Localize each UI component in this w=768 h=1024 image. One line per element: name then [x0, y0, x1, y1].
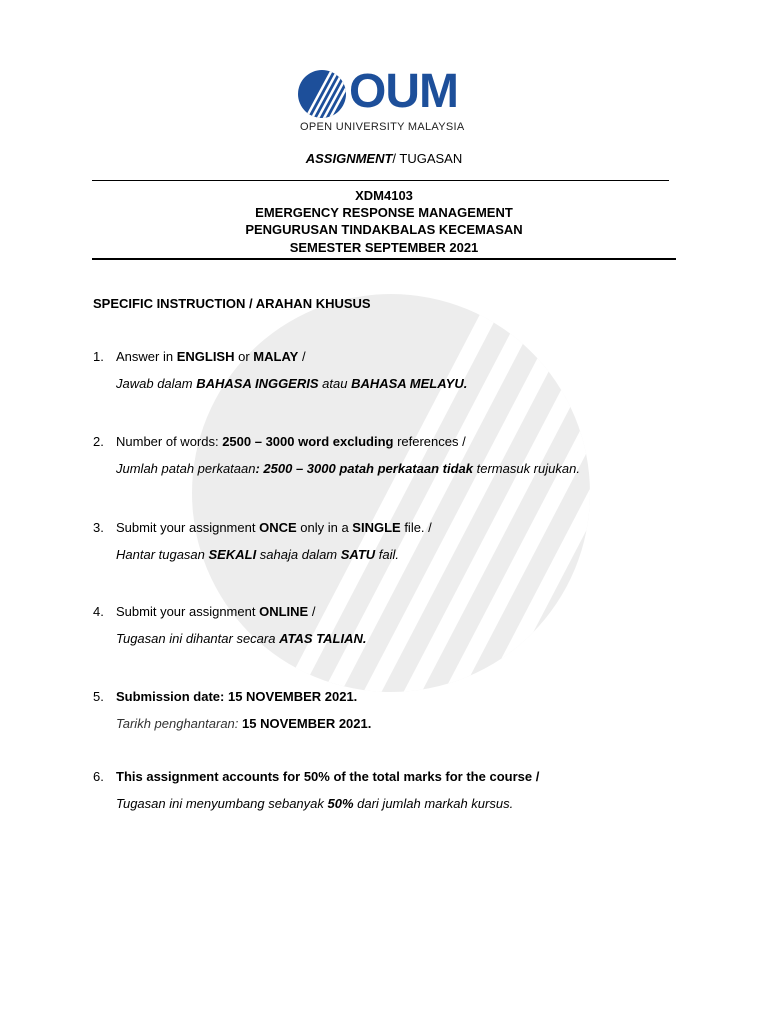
instruction-item: 5. Submission date: 15 NOVEMBER 2021. Tarikh penghantaran: 15 NOVEMBER 2021. — [93, 689, 372, 731]
instruction-translation: Jumlah patah perkataan: 2500 – 3000 patah perkataan tidak termasuk rujukan. — [116, 461, 580, 476]
instruction-item: 2. Number of words: 2500 – 3000 word excluding references / Jumlah patah perkataan: 2500 – 3000 patah perkataan tidak termasuk rujukan. — [93, 434, 580, 476]
instruction-translation: Jawab dalam BAHASA INGGERIS atau BAHASA MELAYU. — [116, 376, 468, 391]
bottom-divider — [92, 258, 676, 260]
instruction-translation: Tugasan ini menyumbang sebanyak 50% dari jumlah markah kursus. — [116, 796, 514, 811]
instruction-translation: Hantar tugasan SEKALI sahaja dalam SATU fail. — [116, 547, 400, 562]
top-divider — [92, 180, 669, 181]
assignment-title-en: ASSIGNMENT — [305, 151, 393, 166]
semester: SEMESTER SEPTEMBER 2021 — [289, 240, 479, 255]
instruction-item: 6. This assignment accounts for 50% of the total marks for the course / Tugasan ini menyumbang sebanyak 50% dari jumlah markah kursus. — [93, 769, 540, 811]
assignment-title — [0, 151, 768, 166]
instruction-item: 4. Submit your assignment ONLINE / Tugasan ini dihantar secara ATAS TALIAN. — [93, 604, 367, 646]
instruction-item: 3. Submit your assignment ONCE only in a SINGLE file. / Hantar tugasan SEKALI sahaja dalam SATU fail. — [93, 520, 432, 562]
instructions-heading: SPECIFIC INSTRUCTION / ARAHAN KHUSUS — [93, 296, 371, 311]
instruction-translation: Tarikh penghantaran: 15 NOVEMBER 2021. — [116, 716, 372, 731]
course-name-en: EMERGENCY RESPONSE MANAGEMENT — [255, 205, 513, 220]
instruction-translation: Tugasan ini dihantar secara ATAS TALIAN. — [116, 631, 367, 646]
logo-subtitle: OPEN UNIVERSITY MALAYSIA — [300, 121, 465, 133]
logo-brand: OUM — [349, 65, 458, 118]
course-code: XDM4103 — [355, 188, 413, 203]
instruction-item: 1. Answer in ENGLISH or MALAY / Jawab dalam BAHASA INGGERIS atau BAHASA MELAYU. — [93, 349, 468, 391]
assignment-title-my: / TUGASAN — [392, 151, 463, 166]
course-name-my: PENGURUSAN TINDAKBALAS KECEMASAN — [245, 222, 523, 237]
